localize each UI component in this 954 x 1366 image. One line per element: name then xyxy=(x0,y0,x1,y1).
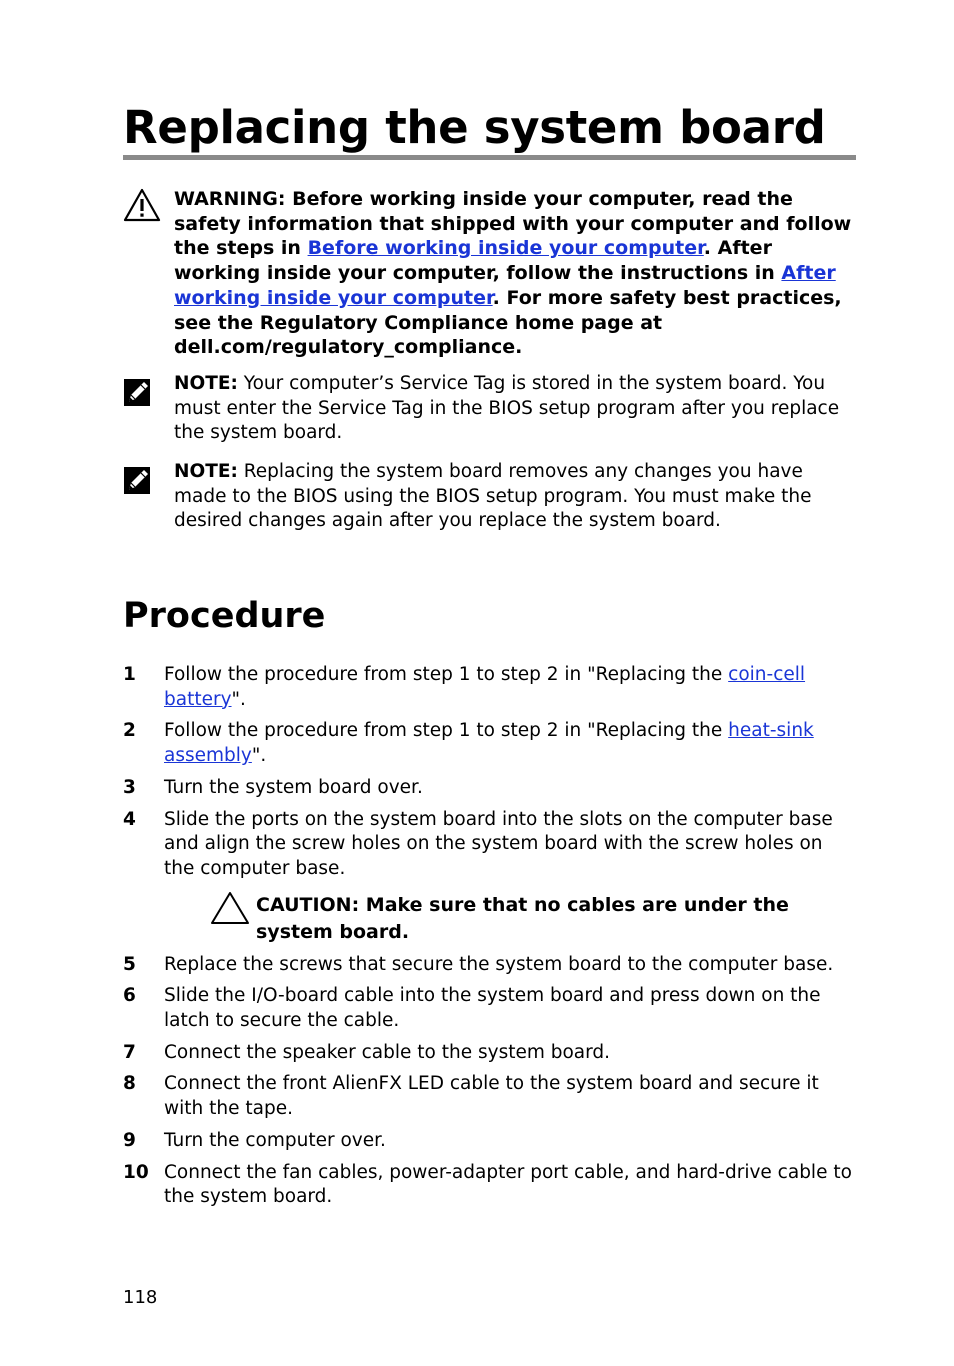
caution-box xyxy=(164,892,856,946)
page-number: 118 xyxy=(123,1287,158,1308)
heat-sink-assembly-link[interactable]: heat-sink assembly xyxy=(164,720,814,767)
step-item xyxy=(123,1041,856,1066)
note-pencil-icon xyxy=(123,464,153,500)
step-item xyxy=(123,953,856,978)
caution-text: CAUTION: Make sure that no cables are under the system board. xyxy=(256,893,789,943)
note-label: NOTE: xyxy=(174,373,238,394)
note-box xyxy=(123,462,856,542)
warning-text-part: . After working inside your computer, follow the instructions in xyxy=(174,237,782,285)
after-working-link[interactable]: After working inside your computer xyxy=(174,262,836,309)
step-text: Turn the system board over. xyxy=(164,776,423,798)
note-label: NOTE: xyxy=(174,461,238,482)
note-body: Your computer’s Service Tag is stored in the system board. You must enter the Service Tag in the BIOS setup program after you replace the system board. xyxy=(174,373,840,444)
step-item xyxy=(123,1161,856,1210)
warning-text xyxy=(174,187,856,360)
step-number: 6 xyxy=(123,985,136,1007)
note-box xyxy=(123,374,856,454)
note-body: Replacing the system board removes any changes you have made to the BIOS using the BIOS setup program. You must make the desired changes again after you replace the system board. xyxy=(174,461,812,532)
coin-cell-battery-link[interactable]: coin-cell battery xyxy=(164,664,806,710)
section-heading: Procedure xyxy=(123,596,326,636)
page-title: Replacing the system board xyxy=(123,101,826,154)
step-text: Turn the computer over. xyxy=(164,1129,386,1151)
warning-text-part: WARNING: Before working inside your computer, read the safety information that shipped with your computer and follow the steps in xyxy=(174,188,852,260)
step-item xyxy=(123,984,856,1033)
title-divider xyxy=(123,155,856,160)
step-item xyxy=(123,1129,856,1154)
step-number: 1 xyxy=(123,664,136,685)
step-number: 8 xyxy=(123,1073,136,1095)
step-number: 10 xyxy=(123,1161,149,1183)
step-item xyxy=(123,776,856,801)
caution-triangle-icon xyxy=(210,891,250,933)
step-text: ". xyxy=(231,688,246,710)
step-text: Replace the screws that secure the system board to the computer base. xyxy=(164,953,834,975)
step-text: Follow the procedure from step 1 to step 2 in "Replacing the xyxy=(164,664,729,685)
step-text: Follow the procedure from step 1 to step 2 in "Replacing the xyxy=(164,720,729,742)
step-text: Connect the front AlienFX LED cable to the system board and secure it with the tape. xyxy=(164,1073,819,1120)
step-text: Connect the fan cables, power-adapter port cable, and hard-drive cable to the system board. xyxy=(164,1161,852,1208)
step-text: ". xyxy=(251,745,267,767)
step-item xyxy=(123,1072,856,1121)
step-text: Slide the I/O-board cable into the system board and press down on the latch to secure the cable. xyxy=(164,985,821,1032)
step-number: 2 xyxy=(123,720,136,742)
warning-text-part: . For more safety best practices, see the Regulatory Compliance home page at dell.com/regulatory_compliance. xyxy=(174,286,842,359)
step-text: Connect the speaker cable to the system board. xyxy=(164,1041,611,1063)
step-number: 9 xyxy=(123,1129,136,1151)
step-item xyxy=(123,663,856,712)
step-number: 7 xyxy=(123,1041,136,1063)
procedure-steps xyxy=(123,663,856,1217)
step-number: 4 xyxy=(123,808,136,830)
note-text xyxy=(174,372,856,446)
note-text xyxy=(174,460,856,534)
step-item xyxy=(123,719,856,768)
warning-triangle-icon xyxy=(123,188,161,226)
note-pencil-icon xyxy=(123,376,153,412)
before-working-link[interactable]: Before working inside your computer xyxy=(307,237,704,260)
warning-box xyxy=(123,188,856,363)
step-item xyxy=(123,808,856,946)
step-text: Slide the ports on the system board into the slots on the computer base and align the screw holes on the system board with the screw holes on the computer base. xyxy=(164,808,833,879)
step-number: 3 xyxy=(123,776,136,798)
step-number: 5 xyxy=(123,953,136,975)
